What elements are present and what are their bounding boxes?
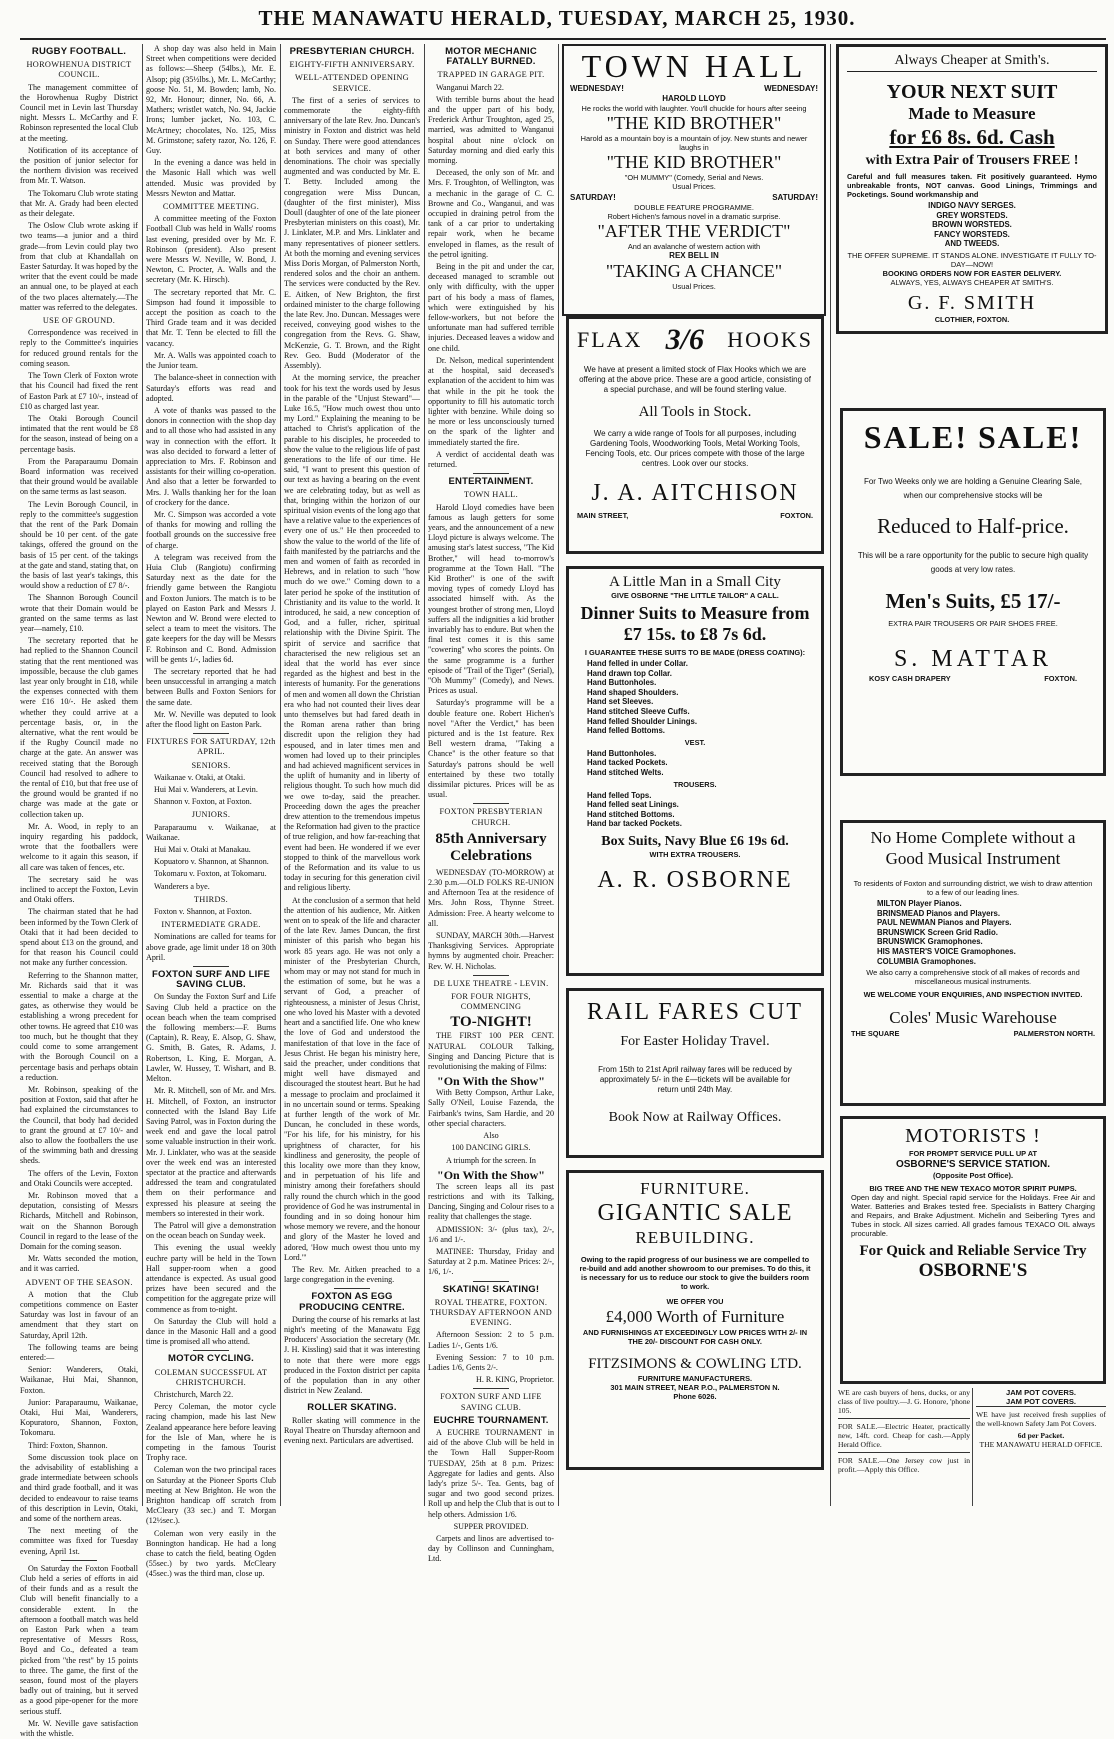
paragraph: Mr. W. Neville was deputed to look after the flood light on Easton Park.: [146, 709, 276, 729]
divider: [334, 1399, 370, 1400]
ad-sub: FURNITURE MANUFACTURERS.: [637, 1374, 753, 1383]
paragraph: Being in the pit and under the car, deceased managed to scramble out only with difficulty, with the upper part of his body a mass of flames, which were extinguished by his fellow-workers, but not before the unfortunate man had suffered terrible injuries. Deceased leaves a widow and one child.: [428, 262, 554, 353]
smith-clothier-ad: [836, 44, 1108, 334]
day-label: WEDNESDAY!: [764, 84, 818, 93]
subheadline: ROYAL THEATRE, FOXTON. THURSDAY AFTERNOON AND EVENING.: [429, 1297, 553, 1328]
anniversary-title: 85th Anniversary Celebrations: [435, 830, 547, 864]
paragraph: The following teams are being entered:—: [20, 1342, 138, 1362]
paragraph: On Sunday the Foxton Surf and Life Saving Club held a practice on the ocean beach when the team comprised the following members:—F. Burns (Captain), R. Reay, E. Alsop, G. Shaw, G. Smith, B. Gates, R. Adams, J. Robertson, L. King, E. Morgan, A. Lawler, W. Hussey, T. Wishart, and B. Melton.: [146, 992, 276, 1084]
ad-body: We carry a wide range of Tools for all purposes, including Gardening Tools, Woodworking Tools, Metal Working Tools, Fencing Tools, etc. Our prices compete with those of the large centres. Look over our stocks.: [585, 429, 805, 468]
list-item: Hand felled seat Linings.: [587, 800, 679, 810]
list-item: Hand set Sleeves.: [587, 697, 654, 707]
advertiser-name: FITZSIMONS & COWLING LTD.: [588, 1356, 802, 1372]
paragraph: A EUCHRE TOURNAMENT in aid of the above Club will be held in the Town Hall Supper-Room TUESDAY, 25th at 8 p.m. Prizes: Aggregate for ladies and gents. Also lady's prize 5/-. Tea. Gents, bag of sugar and two good second prizes. Roll up and help the Club that is out to help others. Admission 1/6.: [428, 1427, 554, 1519]
list-item: Hand stitched Bottoms.: [587, 809, 675, 819]
day-label: WEDNESDAY!: [570, 84, 624, 93]
ad-headline: Made to Measure: [908, 104, 1036, 123]
film-title: "TAKING A CHANCE": [605, 261, 783, 281]
fixture: Waikanae v. Otaki, at Otaki.: [154, 772, 246, 782]
ad-body: We also carry a comprehensive stock of all makes of records and miscellaneous musical instruments.: [866, 968, 1080, 987]
ad-title: RAIL FARES CUT: [586, 999, 803, 1025]
ad-price: 3/6: [665, 323, 704, 356]
address: MAIN STREET,: [577, 511, 629, 520]
coat-list: [577, 659, 813, 736]
ad-headline: YOUR NEXT SUIT: [886, 81, 1058, 103]
headline: MOTOR MECHANIC FATALLY BURNED.: [445, 46, 537, 68]
fixture: Paraparaumu v. Waikanae, at Waikanae.: [146, 822, 276, 842]
headline: EUCHRE TOURNAMENT.: [433, 1414, 549, 1426]
town-hall-ad: [562, 44, 826, 316]
paragraph: The Town Clerk of Foxton wrote that his Council had fixed the rent of Easton Park at £7 10/-, instead of £10 as charged last year.: [20, 371, 138, 411]
ad-price-line: Men's Suits, £5 17/-: [885, 589, 1061, 613]
paragraph: The screen leaps all its past restrictions and with its Talking, Dancing, Singing and Colour rises to a reality that challenges the stage.: [428, 1181, 554, 1222]
ad-offer: ALWAYS, YES, ALWAYS CHEAPER AT SMITH'S.: [890, 277, 1054, 287]
list-item: Hand shaped Shoulders.: [587, 687, 679, 697]
paragraph: This evening the usual weekly euchre party will be held in the Town Hall supper-room when a good attendance is expected. As usual good prizes have been secured and the competition for the aggregate prize will commence as from to-night.: [146, 1243, 276, 1314]
paragraph: Also: [483, 1131, 499, 1141]
paragraph: Coleman won very easily in the Bonnington handicap. He had a long chase to catch the field, beating Ogden (55sec.) by two yards. McCleary (45sec.) was the third man, close up.: [146, 1528, 276, 1579]
masthead: THE MANAWATU HERALD, TUESDAY, MARCH 25, 1930.: [258, 6, 856, 30]
osborne-tailor-ad: [566, 566, 824, 976]
list-item: FANCY WORSTEDS.: [934, 229, 1010, 239]
fixture: Nominations are called for teams for above grade, age limit under 18 on 30th April.: [146, 932, 276, 962]
list-item: BRINSMEAD Pianos and Players.: [877, 908, 1001, 918]
headline: SKATING! SKATING!: [442, 1283, 540, 1295]
divider: [473, 473, 509, 474]
subheadline: COMMITTEE MEETING.: [162, 202, 260, 212]
paragraph: SUNDAY, MARCH 30th.—Harvest Thanksgiving Services. Appropriate hymns by augmented choir. Preacher: Rev. W. H. Nicholas.: [428, 931, 554, 971]
ad-body: We have at present a limited stock of Flax Hooks which we are offering at the above price. These are a good article, consisting of a special purchase, and will be found sterling value.: [579, 365, 811, 394]
classified-price: 6d per Packet.: [1017, 1431, 1065, 1440]
paragraph: Notification of its acceptance of the position of junior selector for the northern division was received from Mr. T. Watson.: [20, 145, 138, 186]
paragraph: SUPPER PROVIDED.: [453, 1521, 529, 1531]
paragraph: Evening Session: 7 to 10 p.m. Ladies 1/6, Gents 2/-.: [428, 1352, 554, 1372]
advertiser-name: J. A. AITCHISON: [591, 480, 799, 506]
address: 301 MAIN STREET, NEAR P.O., PALMERSTON N.: [610, 1383, 780, 1392]
subheadline: FIXTURES FOR SATURDAY, 12th APRIL.: [146, 737, 276, 757]
paragraph: Dr. Nelson, medical superintendent at the hospital, said deceased's explanation of the accident to him was that while in the pit he took the opportunity to fill his automatic torch lighter with benzine. While doing so he more or less unconsciously turned on the spark of the lighter and immediately started the fire.: [428, 355, 554, 447]
subheadline: TOWN HALL.: [463, 490, 518, 500]
ad-sub: EXTRA PAIR TROUSERS OR PAIR SHOES FREE.: [888, 619, 1058, 628]
ad-offer: BOOKING ORDERS NOW FOR EASTER DELIVERY.: [882, 268, 1062, 278]
paragraph: ADMISSION: 3/- (plus tax), 2/-, 1/6 and 1/-.: [428, 1224, 554, 1244]
classified-ad: WE are cash buyers of hens, ducks, or any class of live poultry.—J. G. Honore, 'phone 105.: [838, 1388, 970, 1419]
day-label: SATURDAY!: [772, 193, 818, 202]
furniture-sale-ad: [566, 1170, 824, 1470]
paragraph: Mr. A. Wood, in reply to an inquiry regarding his paddock, wrote that the footballers were welcome to it again this season, if all care was taken of fences, etc.: [20, 821, 138, 872]
ad-headline: For Quick and Reliable Service Try: [859, 1243, 1087, 1259]
ad-body: Careful and full measures taken. Fit positively guaranteed. Hymo unbreakable fronts, NOT canvas. Good Linings, Trimmings and Pocketings. Sound workmanship and: [847, 172, 1097, 199]
tonight-banner: TO-NIGHT!: [450, 1014, 532, 1031]
subheadline: HOROWHENUA DISTRICT COUNCIL.: [26, 60, 132, 80]
ad-headline: Reduced to Half-price.: [877, 514, 1069, 538]
list-item: Hand bar tacked Pockets.: [587, 819, 682, 829]
ad-body: Open day and night. Special rapid service for the Holidays. Free Air and Water. Batteries and Brakes tested free. Specialists in Battery Charging and Repairs, and Brake Adjustment. Michelin and Seiberling Tyres and Tubes in stock. All sizes carried. All grades famous TEXACO OIL always procurable.: [851, 1193, 1095, 1238]
classified-ad: FOR SALE.—Electric Heater, practically new, 14ft. cord. Cheap for cash.—Apply Herald Office.: [838, 1422, 970, 1453]
column-football-club: [146, 44, 276, 1579]
ad-line: DOUBLE FEATURE PROGRAMME.: [634, 203, 754, 212]
subheadline: USE OF GROUND.: [42, 316, 116, 326]
paragraph: The Otaki Borough Council intimated that the rent would be £8 for the season, instead of being on a percentage basis.: [20, 413, 138, 454]
coles-music-ad: [840, 820, 1106, 1106]
paragraph: From the Paraparaumu Domain Board information was received that their ground would be available on the same terms as last season.: [20, 456, 138, 497]
paragraph: Percy Coleman, the motor cycle racing champion, made his last New Zealand appearance here before leaving for the Isle of Man, where he is competing in the famous Tourist Trophy race.: [146, 1402, 276, 1463]
small-ads-right: [976, 1388, 1106, 1506]
subheadline: JUNIORS.: [191, 810, 231, 820]
paragraph: In the evening a dance was held in the Masonic Hall which was well attended. Music was provided by Messrs Newton and Mattar.: [146, 158, 276, 198]
list-item: Hand felled Bottoms.: [587, 726, 665, 736]
classified-heading: JAM POT COVERS.: [976, 1397, 1106, 1407]
list-item: HIS MASTER'S VOICE Gramophones.: [877, 946, 1016, 956]
star-name: HAROLD LLOYD: [662, 94, 726, 103]
ad-body: This will be a rare opportunity for the public to secure high quality goods at very low rates.: [857, 551, 1089, 574]
subheadline: EIGHTY-FIFTH ANNIVERSARY.: [289, 60, 415, 70]
film-title: "THE KID BROTHER": [606, 152, 782, 172]
ad-sub: CLOTHIER, FOXTON.: [934, 314, 1010, 324]
paragraph: The Patrol will give a demonstration on the ocean beach on Sunday week.: [146, 1220, 276, 1241]
ad-title: No Home Complete without a Good Musical Instrument: [870, 828, 1076, 868]
subheadline: FOR FOUR NIGHTS, COMMENCING: [451, 992, 531, 1012]
instrument-list: [851, 899, 1095, 966]
masthead-rule: [20, 38, 1106, 40]
ad-sub: BIG TREE AND THE NEW TEXACO MOTOR SPIRIT PUMPS.: [869, 1184, 1077, 1193]
headline: ENTERTAINMENT.: [448, 476, 534, 488]
paragraph: Carpets and linos are advertised to-day by Collinson and Cunningham, Ltd.: [428, 1534, 554, 1564]
film-title: "On With the Show": [437, 1074, 545, 1089]
film-title: "On With the Show": [437, 1167, 545, 1182]
paragraph: A vote of thanks was passed to the donors in connection with the shop day and to all those who had assisted in any way in connection with the effort. It was also decided to forward a letter of appreciation to Mrs. F. Robinson and assistants for their willing co-operation. And also that a letter be forwarded to Mrs. J. Walls thanking her for the loan of crockery for the dance.: [146, 405, 276, 507]
paragraph: Deceased, the only son of Mr. and Mrs. F. Troughton, of Wellington, was a mechanic in the garage of C. C. Browne and Co., Wanganui, and was occupied in draining petrol from the tank of a car prior to undertaking repair work, when he became enveloped in flames, as the result of the petrol igniting.: [428, 168, 554, 259]
paragraph: THE FIRST 100 PER CENT. NATURAL COLOUR Talking, Singing and Dancing Picture that is revolutionising the making of Films:: [428, 1031, 554, 1072]
advertiser-name: Coles' Music Warehouse: [889, 1008, 1057, 1028]
paragraph: Mr. W. Neville gave satisfaction with the whistle.: [20, 1718, 138, 1739]
advertiser-name: G. F. SMITH: [907, 291, 1037, 314]
motorists-ad: [840, 1116, 1106, 1384]
divider: [193, 966, 229, 967]
list-item: PAUL NEWMAN Pianos and Players.: [877, 918, 1012, 928]
headline: MOTOR CYCLING.: [167, 1353, 254, 1365]
paragraph: During the course of his remarks at last night's meeting of the Manawatu Egg Producers' Association the secretary (Mr. J. H. Kissling) said that it was interesting to note that there were more eggs produced in the Foxton district per capita of the population than in any other district in New Zealand.: [284, 1314, 420, 1396]
list-item: Hand stitched Welts.: [587, 767, 664, 777]
paragraph: Wanganui March 22.: [436, 82, 504, 92]
ad-sub: WITH EXTRA TROUSERS.: [649, 849, 741, 859]
paragraph: Saturday's programme will be a double feature one. Robert Hichen's novel "After the Verdict," has been pictured and is the 1st feature. Rex Bell western drama, "Taking a Chance" is the other feature so that Saturday's patrons should be well entertained by these two totally dissimilar pictures. Prices will be as usual.: [428, 698, 554, 800]
paragraph: The secretary reported that he had been unsuccessful in arranging a match between Bulls and Foxton Seniors for the same date.: [146, 666, 276, 707]
headline: FOXTON AS EGG PRODUCING CENTRE.: [299, 1291, 405, 1313]
paragraph: At the conclusion of a sermon that held the attention of his audience, Mr. Aitken went on to speak of the life and character of the late Rev. James Duncan, the first minister of this parish who began his work 85 years ago. He was not only a minister of the Presbyterian Church, whom may or may not stand for much in the estimation of some, but he was a servant of God, a preacher of righteousness, a minister of Jesus Christ, one who loved his Master with a devoted heart and a sanctified life. One who knew the love of God and understood the manifestation of that love in the face of Jesus Christ. He began his ministry here, said the preacher, under conditions that might well have dismayed and discouraged the stoutest heart. But he had a message to proclaim and proclaimed it in no uncertain sound or terms. Speaking at further length of the work of Mr. Duncan, he concluded in these words, "For his life, for his ministry, for his uprightness of character, for his kindliness and generosity, the people of this locality owe more than they know, and in perpetuation of his life and ministry among their forefathers should rally round the church which in the good providence of God he was instrumental in founding and in so doing honour him whose memory we revere, and the honour and glory of the Master he loved and adored, 'How much owest thou unto my Lord.'": [284, 895, 420, 1262]
ad-title: FURNITURE.: [640, 1179, 750, 1198]
ad-sub: GIVE OSBORNE "THE LITTLE TAILOR" A CALL.: [611, 591, 779, 600]
paragraph: The first of a series of services to commemorate the eighty-fifth anniversary of the late Rev. Jno. Duncan's ministry in Foxton and district was held on Sunday. There were good attendances at both services and many of other denominations. The choir was specially augmented and was conducted by Mr. E. T. Betty. Included among the congregation were Miss Duncan, (daughter of the first minister), Miss Doull (daughter of one of the late pioneer Presbyterian ministers on this coast), Mr. J. Linklater, M.P. and Mrs. Linklater and many representatives of pioneer settlers. At both the morning and evening services Miss Doris Morgan, of Palmerston North, rendered solos and the choir an anthem. The services were conducted by the Rev. E. Aitken, of New Brighton, the first ordained minister to the charge following the late Rev. Jno. Duncan. Messages were received, conveying good wishes to the congregation from the Revs. G. Shaw, McKenzie, G. T. Brown, and the Right Rev. Geo. Budd (Moderator of the Assembly).: [284, 95, 420, 371]
divider: [61, 1560, 97, 1561]
phone: Phone 6026.: [673, 1392, 717, 1401]
headline: ROLLER SKATING.: [307, 1402, 397, 1414]
divider: [473, 1388, 509, 1389]
ad-price-line: £4,000 Worth of Furniture: [605, 1307, 785, 1326]
paragraph: Third: Foxton, Shannon.: [28, 1440, 108, 1450]
list-item: BRUNSWICK Gramophones.: [877, 937, 983, 947]
fixture: Foxton v. Shannon, at Foxton.: [154, 907, 252, 917]
fabric-list: [847, 201, 1097, 249]
subheadline: SENIORS.: [191, 760, 231, 770]
list-item: AND TWEEDS.: [944, 239, 1000, 249]
headline: RUGBY FOOTBALL.: [31, 46, 127, 57]
vest-list: [577, 749, 813, 778]
list-item: BROWN WORSTEDS.: [932, 220, 1012, 230]
ad-offer: THE OFFER SUPREME. IT STANDS ALONE. INVESTIGATE IT FULLY TO-DAY—NOW!: [847, 250, 1097, 269]
paragraph: The Oslow Club wrote asking if two teams—a junior and a third grade—from Levin could play two from that club at Khandallah on Easter Saturday. It was hoped by the writer that the event could be made an annual one, to be played at each of the two places alternately.—The matter was referred to the delegates.: [20, 221, 138, 312]
paragraph: MATINEE: Thursday, Friday and Saturday at 2 p.m. Matinee Prices: 2/-, 1/6, 1/-.: [428, 1246, 554, 1277]
divider: [473, 1281, 509, 1282]
paragraph: Roller skating will commence in the Royal Theatre on Thursday afternoon and evening next. Particulars are advertised.: [284, 1415, 420, 1446]
fixture: Kopuatoro v. Shannon, at Shannon.: [154, 857, 269, 867]
ad-body: To residents of Foxton and surrounding district, we wish to draw attention to a few of our leading lines.: [853, 879, 1093, 897]
ad-price-line: for £6 8s. 6d. Cash: [889, 125, 1055, 149]
ad-title-word: FLAX: [577, 327, 643, 352]
paragraph: Mr. C. Simpson was accorded a vote of thanks for mowing and rolling the football grounds on the successive free of charge.: [146, 509, 276, 550]
paragraph: Some discussion took place on the advisability of establishing a grade intermediate between schools and third grade football, and it was decided to endeavour to raise teams of this description in Levin, Otaki, and some of the northern areas.: [20, 1452, 138, 1524]
paragraph: The Tokomaru Club wrote stating that Mr. A. Grady had been elected as their delegate.: [20, 188, 138, 219]
ad-headline: Dinner Suits to Measure from £7 15s. to £8 7s 6d.: [580, 603, 810, 644]
paragraph: 100 DANCING GIRLS.: [451, 1143, 531, 1153]
ad-offer: WE WELCOME YOUR ENQUIRIES, AND INSPECTION INVITED.: [863, 990, 1083, 1000]
headline: PRESBYTERIAN CHURCH.: [289, 46, 415, 57]
ad-heading: All Tools in Stock.: [638, 404, 752, 420]
advertiser-name: A. R. OSBORNE: [597, 866, 793, 893]
paragraph: A telegram was received from the Huia Club (Rangiotu) confirming Saturday next as the date for the friendly game between the Rangiotu and Foxton Juniors. The match is to be played on Easton Park and Messrs J. Newton and W. Brond were elected to select a team to meet the visitors. The gate keepers for the day will be Messrs F. Robinson and C. Bond. Admission will be gents 1/-, ladies 6d.: [146, 552, 276, 664]
paragraph: With terrible burns about the head and the upper part of his body, Frederick Arthur Troughton, aged 25, married, was admitted to Wanganui hospital about nine o'clock on Saturday morning and died early this morning.: [428, 94, 554, 166]
ad-title: A Little Man in a Small City: [609, 574, 781, 590]
ad-headline: OSBORNE'S: [918, 1260, 1028, 1281]
ad-title: TOWN HALL: [581, 48, 807, 84]
classified-ad: WE have just received fresh supplies of the well-known Safety Jam Pot Covers.: [976, 1410, 1106, 1428]
paragraph: Mr. Watts seconded the motion, and it was carried.: [20, 1254, 138, 1274]
subheadline: WELL-ATTENDED OPENING SERVICE.: [295, 73, 409, 93]
list-heading: VEST.: [684, 737, 706, 747]
address: FOXTON.: [780, 511, 813, 520]
paragraph: The Levin Borough Council, in reply to the committee's suggestion that the rent of the Park Domain should be 10 per cent. of the gate takings, offered the ground on the basis of 15 per cent. of the takings at the gate and stand, stating that, on the basis of last year's takings, this would show a reduction of £7 8/-.: [20, 499, 139, 591]
paragraph: A committee meeting of the Foxton Football Club was held in Walls' rooms last evening, presided over by Mr. F. Robinson (president). Also present were Messrs W. Neville, W. Bond, J. Newton, C. Procter, A. Walls and the secretary (Mr. K. Hirsch).: [146, 214, 276, 285]
list-item: MILTON Player Pianos.: [877, 899, 962, 908]
list-item: BRUNSWICK Screen Grid Radio.: [877, 927, 998, 937]
paragraph: The secretary reported that he had replied to the Shannon Council stating that the rent mentioned was impossible, because the club games last year only brought in £18, while the expenses connected with them were £16 10/-. He asked them whether they could arrive at a percentage basis, or, in the alternative, what the rent would be if the Rugby Council made no charge at the gate. An answer was received stating that the Borough Council had resolved to adhere to the rental of £10, but that free use of the ground would be granted if no charge was made at the gate or collection taken up.: [20, 636, 138, 819]
mattar-sale-ad: [840, 408, 1106, 776]
fixture: Hui Mai v. Wanderers, at Levin.: [154, 785, 258, 795]
list-heading: TROUSERS.: [673, 779, 717, 789]
ad-line: And an avalanche of western action with: [627, 242, 761, 251]
column-rule: [424, 44, 425, 1506]
headline: FOXTON SURF AND LIFE SAVING CLUB.: [152, 969, 270, 991]
paragraph: On Saturday the Club will hold a dance in the Masonic Hall and a good time is promised all who attend.: [146, 1316, 276, 1347]
divider: [334, 1288, 370, 1289]
ad-headline: GIGANTIC SALE: [597, 1200, 793, 1226]
paragraph: The Shannon Borough Council wrote that their Domain would be granted on the same terms as last year—namely, £10.: [20, 593, 138, 633]
paragraph: Harold Lloyd comedies have been famous as laugh getters for some years, and the announcement of a new Lloyd picture is always welcome. The amusing star's latest success, "The Kid Brother," will head to-morrow's programme at the Town Hall. "The Kid Brother" is one of the swift moving types of comedy Lloyd has associated himself with. As the youngest brother of strong men, Lloyd suffers all the indignities a kid brother invariably has to endure. But when the final test comes it is this same "cowering" who scores the points. On the same programme is a further episode of "Trail of the Tiger" (Serial), "Oh Mummy" (Comedy), and News. Prices as usual.: [428, 502, 554, 696]
film-title: "AFTER THE VERDICT": [597, 221, 791, 241]
ad-title: SALE! SALE!: [863, 419, 1083, 455]
subheadline: FOXTON PRESBYTERIAN CHURCH.: [439, 807, 543, 827]
ad-sub: I GUARANTEE THESE SUITS TO BE MADE (DRESS COATING):: [584, 648, 806, 657]
ad-sub: REBUILDING.: [635, 1228, 755, 1247]
column-rule: [972, 1388, 973, 1506]
paragraph: The secretary reported that Mr. C. Simpson had found it impossible to accept the position as coach to the Third Grade team and it was decided that Mr. T. Tenn be elected to fill the vacancy.: [146, 287, 276, 348]
ad-sub: For Easter Holiday Travel.: [620, 1034, 770, 1049]
paragraph: The management committee of the Horowhenua Rugby District Council met in Levin last Thursday night. Messrs L. McCarthy and F. Robinson represented the local Club at the meeting.: [20, 82, 138, 143]
subheadline: FOXTON SURF AND LIFE SAVING CLUB.: [440, 1392, 542, 1412]
divider: [193, 733, 229, 734]
ad-body: From 15th to 21st April railway fares will be reduced by approximately 5/- in the £—tickets will be available for return until 24th May.: [598, 1065, 792, 1094]
advertiser-name: OSBORNE'S SERVICE STATION.: [895, 1159, 1051, 1170]
list-item: COLUMBIA Gramophones.: [877, 956, 976, 966]
paragraph: Referring to the Shannon matter, Mr. Richards said that it was essential to make a charge at the gates, as otherwise they would be establishing a wrong precedent for other towns. He agreed that £10 was too much, but he thought that they could come to some arrangement with the Borough Council on a percentage basis and perhaps obtain a reduction.: [20, 970, 138, 1082]
paragraph: A verdict of accidental death was returned.: [428, 449, 554, 469]
column-rule: [142, 44, 143, 1506]
ad-foot: Book Now at Railway Offices.: [608, 1110, 782, 1125]
film-title: "THE KID BROTHER": [606, 113, 782, 133]
ad-line: Harold as a mountain boy is a mountain of joy. New stunts and newer laughs in: [580, 134, 808, 152]
column-rule: [280, 44, 281, 1506]
column-news-entertainment: [428, 44, 554, 1564]
paragraph: The secretary said he was inclined to accept the Foxton, Levin and Otaki offers.: [20, 874, 138, 905]
paragraph: At the morning service, the preacher took for his text the words used by Jesus in the parable of the "Unjust Steward"—Luke 16.5, "How much owest thou unto my Lord." Explaining the meaning to be attached to Christ's application of the parable to his disciples, he proceeded to show the value to the religious life of past generations to the life of our time. He said, "I want to present this question of our text as having a bearing on the event we are celebrating today, but as well as that, bringing within the horizon of our spiritual vision events of the long ago that have a relative value to the experiences of every one of us." He then proceeded to show the value to the world of the life of faith manifested by the patriarchs and the men and women of faith as recorded in Hebrews, and in relation to such "how much do we owe." Coming down to a later period he spoke of the institution of Christianity and its value to the world. It introduced, he said, a new conception of God, and a fuller, richer, spiritual relationship with the Divine Spirit. The spirit of service and sacrifice that characterised the new religious set an ideal that the world has ever since regarded as the highest and best in the interests of humanity. For the generations of men and women all down the Christian era who had not counted their lives dear unto themselves but had fared death in the Roman arena rather than bring discredit upon the religion they had espoused, and in later times men and women had loved up to their principles and had achieved magnificent services in the uplift of humanity and in liberty of religious thought. To such how much did we owe to-day, said the preacher. Proceeding down the ages the preacher drew attention to the tremendous impetus the Reformation had given to the practice of true religion, and how far-reaching that event had been. He wondered if we ever stopped to think of the marvellous work of the Reformation and its value to us today in securing for this generation civil and religious liberty.: [284, 373, 420, 893]
ad-title: MOTORISTS !: [905, 1125, 1041, 1147]
paragraph: A triumph for the screen. In: [446, 1155, 536, 1165]
star-name: REX BELL IN: [669, 251, 719, 260]
paragraph: A shop day was also held in Main Street when competitions were decided as follows:—Sheep (54lbs.), Mr. E. Alsop; pig (35½lbs.), Mr. L. McCarthy; goose No. 51, M. Bowden; lamb, No. 92, Mr. Honour; dinner, No. 66, A. Mathers; wristlet watch, No. 94, Jackie Irons; lumber jacket, No. 103, C. McArtney; chocolates, No. 125, Miss M. Grimstone; safety razor, No. 126, F. Guy.: [146, 44, 276, 156]
paragraph: Christchurch, March 22.: [154, 1389, 234, 1399]
address: PALMERSTON NORTH.: [1013, 1029, 1095, 1039]
paragraph: Mr. Robinson moved that a deputation, consisting of Messrs Richards, Mitchell and Robinson, wait on the Shannon Borough Council in regard to the lease of the Domain for the coming season.: [20, 1190, 138, 1251]
paragraph: Correspondence was received in reply to the Committee's inquiries for reduced ground rentals for the coming season.: [20, 328, 138, 368]
subheadline: DE LUXE THEATRE - LEVIN.: [433, 978, 549, 988]
list-item: GREY WORSTEDS.: [936, 210, 1008, 220]
subheadline: THIRDS.: [193, 894, 229, 904]
paragraph: The next meeting of the committee was fixed for Tuesday evening, April 1st.: [20, 1526, 138, 1556]
classified-advertiser: THE MANAWATU HERALD OFFICE.: [979, 1440, 1103, 1449]
advertiser-name: S. MATTAR: [893, 646, 1053, 672]
subheadline: COLEMAN SUCCESSFUL AT CHRISTCHURCH.: [154, 1367, 268, 1387]
paragraph: The Rev. Mr. Aitken preached to a large congregation in the evening.: [284, 1264, 420, 1285]
list-item: Hand felled in under Collar.: [587, 659, 688, 668]
ad-body: For Two Weeks only we are holding a Genuine Clearing Sale, when our comprehensive stocks will be: [863, 477, 1083, 500]
ad-line: He rocks the world with laughter. You'll chuckle for hours after seeing: [581, 104, 807, 113]
ad-line: Robert Hichen's famous novel in a dramatic surprise.: [607, 212, 781, 221]
classified-heading: JAM POT COVERS.: [1005, 1388, 1077, 1397]
divider: [473, 975, 509, 976]
ad-sub: KOSY CASH DRAPERY: [869, 674, 951, 683]
divider: [473, 803, 509, 804]
list-item: Hand Buttonholes.: [587, 678, 657, 688]
paragraph: The chairman stated that he had been informed by the Town Clerk of Otaki that it had been decided to spend about £13 on the ground, and for that reason his Council could not make any further concession.: [20, 907, 138, 968]
ad-line: "OH MUMMY" (Comedy, Serial and News.: [624, 173, 764, 182]
paragraph: Senior: Wanderers, Otaki, Waikanae, Hui Mai, Shannon, Foxton.: [20, 1365, 138, 1395]
list-item: INDIGO NAVY SERGES.: [928, 201, 1016, 210]
ad-sub: (Opposite Post Office).: [932, 1171, 1014, 1180]
paragraph: Coleman won the two principal races on Saturday at the Pioneer Sports Club meeting at New Brighton. He won the Brighton handicap off scratch from McCleary (33 sec.) and T. Morgan (12½sec.).: [146, 1465, 276, 1526]
flax-hooks-ad: [566, 316, 824, 554]
list-item: Hand Buttonholes.: [587, 748, 657, 758]
ad-tagline: Always Cheaper at Smith's.: [847, 51, 1097, 72]
ad-body: AND FURNISHINGS AT EXCEEDINGLY LOW PRICES WITH 2/- IN THE 20/- DISCOUNT FOR CASH ONLY.: [582, 1328, 808, 1346]
paragraph: Afternoon Session: 2 to 5 p.m. Ladies 1/-, Gents 1/6.: [428, 1330, 554, 1350]
column-rule: [558, 44, 559, 1506]
list-item: Hand felled Shoulder Linings.: [587, 716, 698, 726]
list-item: Hand felled Tops.: [587, 790, 652, 800]
rail-fares-ad: [566, 988, 824, 1158]
subheadline: INTERMEDIATE GRADE.: [161, 920, 261, 930]
fixture: Tokomaru v. Foxton, at Tokomaru.: [154, 869, 267, 879]
column-rugby: [20, 44, 139, 1739]
ad-body: Owing to the rapid progress of our business we are compelled to re-build and add another showroom to our premises. To do this, it is necessary for us to reduce our stock to give the builders room to work.: [579, 1255, 811, 1291]
subheadline: ADVENT OF THE SEASON.: [25, 1277, 133, 1287]
ad-price-line: Box Suits, Navy Blue £6 19s 6d.: [601, 833, 789, 849]
paragraph: WEDNESDAY (TO-MORROW) at 2.30 p.m.—OLD FOLKS RE-UNION and Afternoon Tea at the residence of Mrs. John Ross, Thynne Street. Admission: Free. A hearty welcome to all.: [428, 867, 554, 928]
paragraph: The balance-sheet in connection with Saturday's efforts was read and adopted.: [146, 373, 276, 403]
ad-offer: WE OFFER YOU: [666, 1297, 724, 1306]
fixture: Wanderers a bye.: [154, 881, 210, 891]
ad-line: Usual Prices.: [672, 282, 716, 291]
paragraph: Mr. A. Walls was appointed coach to the Junior team.: [146, 350, 276, 371]
ad-line: Usual Prices.: [672, 182, 716, 191]
column-rule: [830, 44, 831, 1506]
paragraph: A motion that the Club competitions commence on Easter Saturday was lost in favour of an amendment that they start on Saturday, April 12th.: [20, 1289, 138, 1340]
paragraph: The offers of the Levin, Foxton and Otaki Councils were accepted.: [20, 1168, 138, 1188]
subheadline: TRAPPED IN GARAGE PIT.: [437, 70, 545, 80]
paragraph: With Betty Compson, Arthur Lake, Sally O'Neil, Louise Fazenda, the Fairbank's twins, Sam Hardie, and 20 other special characters.: [428, 1088, 554, 1128]
list-item: Hand tacked Pockets.: [587, 758, 668, 768]
list-item: Hand stitched Sleeve Cuffs.: [587, 706, 690, 716]
fixture: Shannon v. Foxton, at Foxton.: [154, 797, 252, 807]
address: THE SQUARE: [851, 1029, 900, 1039]
paragraph: Mr. Robinson, speaking of the position at Foxton, said that after he had explained the circumstances to the Council, that body had decided to grant the ground at £7 10/- and also to allow the footballers the use of the swimming bath and dressing sheds.: [20, 1084, 138, 1166]
classified-ad: FOR SALE.—One Jersey cow just in profit.—Apply this Office.: [838, 1456, 970, 1474]
small-ads-left: [838, 1388, 970, 1506]
divider: [193, 1350, 229, 1351]
day-label: SATURDAY!: [570, 193, 616, 202]
column-church: [284, 44, 420, 1506]
fixture: Hui Mai v. Otaki at Manakau.: [154, 845, 251, 855]
ad-headline: with Extra Pair of Trousers FREE !: [865, 153, 1079, 168]
address: FOXTON.: [1044, 674, 1077, 683]
paragraph: On Saturday the Foxton Football Club held a series of efforts in aid of their funds and as a result the Club will benefit financially to a considerable extent. In the afternoon a football match was held on Easton Park when a team representative of Messrs Ross, Boyd and Co., defeated a team picked from "the rest" by 15 points to three. The game, the first of the season, found most of the players badly out of training, but it served as a good pipe-opener for the more serious stuff.: [20, 1563, 138, 1716]
list-item: Hand drawn top Collar.: [587, 668, 672, 678]
paragraph: H. R. KING, Proprietor.: [475, 1375, 554, 1385]
ad-title-word: HOOKS: [727, 327, 813, 352]
paragraph: Mr. R. Mitchell, son of Mr. and Mrs. H. Mitchell, of Foxton, an instructor connected with the Island Bay Life Saving Patrol, was in Foxton during the week end and gave the local patrol some valuable instruction in their work. Mr. J. Linklater, who was at the seaside over the week end was an interested spectator at the practice and afterwards addressed the team and congratulated them on their performance and expressed his pleasure at seeing the members so interested in their work.: [146, 1086, 276, 1218]
trousers-list: [577, 791, 813, 829]
ad-sub: FOR PROMPT SERVICE PULL UP AT: [908, 1149, 1038, 1158]
paragraph: Junior: Paraparaumu, Waikanae, Otaki, Hui Mai, Wanderers, Kopuratoro, Shannon, Foxton, Tokomaru.: [20, 1397, 138, 1438]
